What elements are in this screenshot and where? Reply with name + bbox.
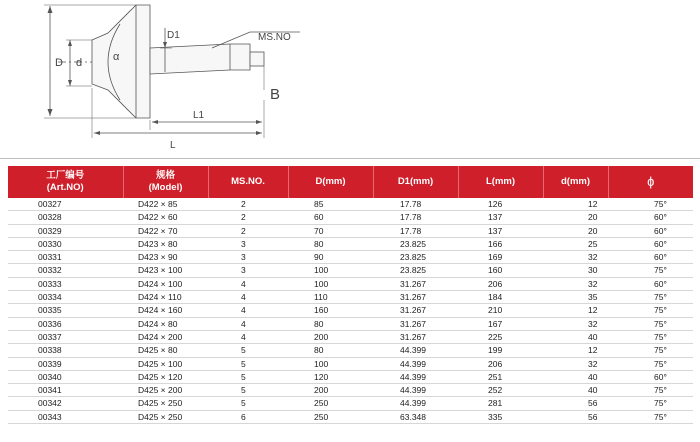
cell-d: 35 xyxy=(543,291,608,304)
cell-d: 56 xyxy=(543,410,608,423)
table-row xyxy=(8,330,693,343)
cell-L: 126 xyxy=(458,198,543,211)
cell-d: 40 xyxy=(543,384,608,397)
label-D: D xyxy=(55,57,63,69)
table-header-row xyxy=(8,166,693,198)
cell-msno: 4 xyxy=(208,277,288,290)
cell-model: D422 × 60 xyxy=(123,211,208,224)
cell-D1: 17.78 xyxy=(373,198,458,211)
cell-D1: 17.78 xyxy=(373,224,458,237)
cell-D: 70 xyxy=(288,224,373,237)
cell-L: 166 xyxy=(458,237,543,250)
cell-D1: 17.78 xyxy=(373,211,458,224)
cell-D: 110 xyxy=(288,291,373,304)
label-alpha: α xyxy=(113,51,120,63)
cell-L: 167 xyxy=(458,317,543,330)
cell-angle: 75° xyxy=(608,291,693,304)
cell-artno: 00343 xyxy=(8,410,123,423)
table-row xyxy=(8,198,693,211)
cell-L: 137 xyxy=(458,224,543,237)
cell-model: D425 × 250 xyxy=(123,397,208,410)
header-model xyxy=(123,166,208,198)
cell-msno: 2 xyxy=(208,224,288,237)
header-L: L(mm) xyxy=(458,166,543,198)
table-row xyxy=(8,237,693,250)
cell-artno: 00338 xyxy=(8,344,123,357)
cell-artno: 00331 xyxy=(8,251,123,264)
cell-angle: 60° xyxy=(608,251,693,264)
cell-D: 120 xyxy=(288,370,373,383)
cell-angle: 75° xyxy=(608,410,693,423)
cell-artno: 00333 xyxy=(8,277,123,290)
cell-angle: 60° xyxy=(608,370,693,383)
cell-L: 184 xyxy=(458,291,543,304)
cell-d: 32 xyxy=(543,277,608,290)
cell-L: 206 xyxy=(458,277,543,290)
cell-D1: 44.399 xyxy=(373,397,458,410)
cell-d: 40 xyxy=(543,370,608,383)
cell-angle: 75° xyxy=(608,357,693,370)
cell-D: 250 xyxy=(288,397,373,410)
spec-table xyxy=(8,166,693,424)
cell-d: 32 xyxy=(543,357,608,370)
cell-L: 199 xyxy=(458,344,543,357)
cell-d: 20 xyxy=(543,211,608,224)
cell-msno: 5 xyxy=(208,357,288,370)
cell-L: 281 xyxy=(458,397,543,410)
cell-d: 32 xyxy=(543,251,608,264)
cell-L: 210 xyxy=(458,304,543,317)
cell-angle: 75° xyxy=(608,330,693,343)
cell-angle: 75° xyxy=(608,384,693,397)
cell-D: 200 xyxy=(288,384,373,397)
cell-D: 85 xyxy=(288,198,373,211)
cell-model: D425 × 120 xyxy=(123,370,208,383)
header-model-line1: 规格 xyxy=(155,170,175,181)
cell-artno: 00329 xyxy=(8,224,123,237)
cell-angle: 75° xyxy=(608,304,693,317)
cell-model: D425 × 250 xyxy=(123,410,208,423)
table-row xyxy=(8,397,693,410)
cell-angle: 75° xyxy=(608,344,693,357)
header-artno-line2: (Art.NO) xyxy=(46,182,84,193)
cell-D1: 31.267 xyxy=(373,277,458,290)
cell-L: 335 xyxy=(458,410,543,423)
cell-model: D424 × 80 xyxy=(123,317,208,330)
center-drawing-svg xyxy=(0,0,700,160)
cell-model: D425 × 80 xyxy=(123,344,208,357)
cell-L: 169 xyxy=(458,251,543,264)
cell-d: 12 xyxy=(543,198,608,211)
header-angle-symbol: ɸ xyxy=(608,166,693,198)
cell-msno: 4 xyxy=(208,291,288,304)
cell-L: 251 xyxy=(458,370,543,383)
cell-D1: 63.348 xyxy=(373,410,458,423)
cell-angle: 60° xyxy=(608,224,693,237)
cell-D: 60 xyxy=(288,211,373,224)
cell-artno: 00328 xyxy=(8,211,123,224)
cell-D: 200 xyxy=(288,330,373,343)
cell-D: 250 xyxy=(288,410,373,423)
table-row xyxy=(8,211,693,224)
cell-D: 100 xyxy=(288,264,373,277)
cell-d: 40 xyxy=(543,330,608,343)
cell-D1: 31.267 xyxy=(373,304,458,317)
cell-angle: 75° xyxy=(608,198,693,211)
label-D1: D1 xyxy=(167,30,180,41)
cell-D1: 31.267 xyxy=(373,317,458,330)
cell-d: 30 xyxy=(543,264,608,277)
header-D: D(mm) xyxy=(288,166,373,198)
table-row xyxy=(8,384,693,397)
cell-model: D423 × 80 xyxy=(123,237,208,250)
cell-artno: 00339 xyxy=(8,357,123,370)
cell-artno: 00337 xyxy=(8,330,123,343)
cell-angle: 60° xyxy=(608,237,693,250)
label-msno: MS.NO xyxy=(258,32,291,43)
cell-artno: 00334 xyxy=(8,291,123,304)
cell-d: 20 xyxy=(543,224,608,237)
cell-angle: 60° xyxy=(608,277,693,290)
table-row xyxy=(8,317,693,330)
cell-D1: 23.825 xyxy=(373,264,458,277)
label-L1: L1 xyxy=(193,110,205,121)
cell-model: D423 × 100 xyxy=(123,264,208,277)
label-L: L xyxy=(170,140,176,151)
cell-L: 206 xyxy=(458,357,543,370)
cell-D1: 31.267 xyxy=(373,291,458,304)
section-divider xyxy=(0,158,700,159)
cell-msno: 4 xyxy=(208,317,288,330)
cell-msno: 5 xyxy=(208,344,288,357)
cell-model: D424 × 160 xyxy=(123,304,208,317)
cell-model: D422 × 85 xyxy=(123,198,208,211)
header-model-line2: (Model) xyxy=(148,182,183,193)
cell-D1: 31.267 xyxy=(373,330,458,343)
table-row xyxy=(8,410,693,423)
table-row xyxy=(8,304,693,317)
table-row xyxy=(8,344,693,357)
cell-angle: 60° xyxy=(608,211,693,224)
cell-L: 160 xyxy=(458,264,543,277)
table-body xyxy=(8,198,693,424)
cell-model: D424 × 200 xyxy=(123,330,208,343)
header-d: d(mm) xyxy=(543,166,608,198)
cell-msno: 2 xyxy=(208,211,288,224)
table-row xyxy=(8,357,693,370)
cell-model: D424 × 110 xyxy=(123,291,208,304)
cell-D1: 44.399 xyxy=(373,384,458,397)
cell-artno: 00342 xyxy=(8,397,123,410)
cell-msno: 4 xyxy=(208,304,288,317)
cell-msno: 2 xyxy=(208,198,288,211)
cell-artno: 00332 xyxy=(8,264,123,277)
header-artno-line1: 工厂编号 xyxy=(46,170,85,181)
label-d: d xyxy=(76,57,83,69)
cell-D: 90 xyxy=(288,251,373,264)
cell-D: 80 xyxy=(288,317,373,330)
cell-D: 100 xyxy=(288,277,373,290)
technical-drawing xyxy=(0,0,700,160)
cell-artno: 00327 xyxy=(8,198,123,211)
table-row xyxy=(8,370,693,383)
table-row xyxy=(8,264,693,277)
cell-D: 160 xyxy=(288,304,373,317)
cell-msno: 3 xyxy=(208,251,288,264)
cell-msno: 5 xyxy=(208,397,288,410)
cell-msno: 4 xyxy=(208,330,288,343)
cell-model: D425 × 200 xyxy=(123,384,208,397)
cone-body xyxy=(92,5,150,118)
cell-D1: 23.825 xyxy=(373,237,458,250)
cell-d: 12 xyxy=(543,344,608,357)
cell-model: D423 × 90 xyxy=(123,251,208,264)
cell-msno: 5 xyxy=(208,370,288,383)
header-artno xyxy=(8,166,123,198)
cell-D1: 44.399 xyxy=(373,357,458,370)
cell-angle: 75° xyxy=(608,317,693,330)
cell-D: 80 xyxy=(288,344,373,357)
cell-d: 56 xyxy=(543,397,608,410)
header-D1: D1(mm) xyxy=(373,166,458,198)
cell-d: 12 xyxy=(543,304,608,317)
cell-D: 100 xyxy=(288,357,373,370)
table-row xyxy=(8,224,693,237)
cell-msno: 6 xyxy=(208,410,288,423)
cell-d: 25 xyxy=(543,237,608,250)
cell-L: 225 xyxy=(458,330,543,343)
cell-artno: 00335 xyxy=(8,304,123,317)
cell-angle: 75° xyxy=(608,264,693,277)
cell-model: D425 × 100 xyxy=(123,357,208,370)
cell-D1: 44.399 xyxy=(373,344,458,357)
table-row xyxy=(8,291,693,304)
table-row xyxy=(8,251,693,264)
cell-model: D422 × 70 xyxy=(123,224,208,237)
cell-L: 137 xyxy=(458,211,543,224)
cell-D1: 23.825 xyxy=(373,251,458,264)
table-row xyxy=(8,277,693,290)
shank-tang xyxy=(250,52,264,66)
cell-angle: 75° xyxy=(608,397,693,410)
cell-msno: 3 xyxy=(208,237,288,250)
cell-msno: 5 xyxy=(208,384,288,397)
cell-L: 252 xyxy=(458,384,543,397)
cell-D1: 44.399 xyxy=(373,370,458,383)
cell-model: D424 × 100 xyxy=(123,277,208,290)
cell-artno: 00336 xyxy=(8,317,123,330)
header-msno: MS.NO. xyxy=(208,166,288,198)
cell-artno: 00330 xyxy=(8,237,123,250)
label-B: B xyxy=(270,86,281,103)
cell-d: 32 xyxy=(543,317,608,330)
cell-artno: 00340 xyxy=(8,370,123,383)
cell-D: 80 xyxy=(288,237,373,250)
cell-artno: 00341 xyxy=(8,384,123,397)
cell-msno: 3 xyxy=(208,264,288,277)
